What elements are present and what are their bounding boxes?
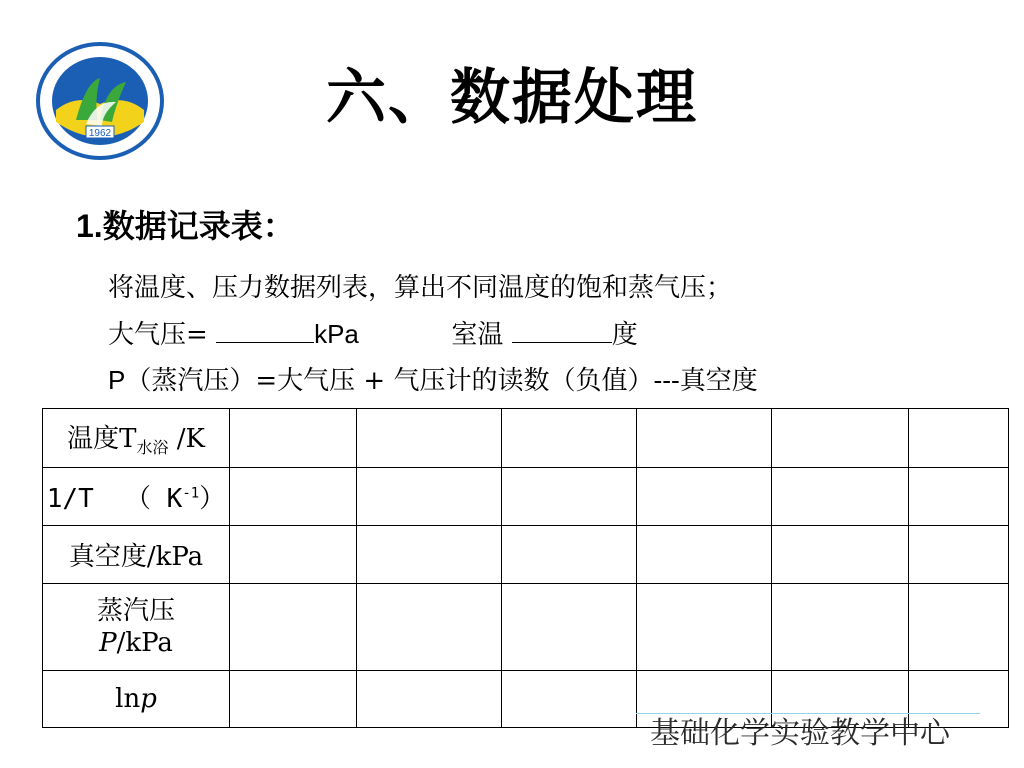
table-cell[interactable] [772,584,909,671]
table-cell[interactable] [230,468,357,526]
table-cell[interactable] [637,584,772,671]
row-header-lnp: lnp [43,671,230,728]
table-row [43,526,1009,584]
table-cell[interactable] [230,584,357,671]
table-cell[interactable] [357,584,502,671]
table-cell[interactable] [230,671,357,728]
instruction-line-3 [108,362,758,399]
table-cell[interactable] [637,526,772,584]
instruction-line-1: 将温度、压力数据列表，算出不同温度的饱和蒸气压； [108,273,733,303]
table-cell[interactable] [502,671,637,728]
table-cell[interactable] [357,409,502,468]
table-cell[interactable] [909,468,1009,526]
section-heading-text: 数据记录表： [102,207,295,245]
room-label: 室温 [451,320,504,350]
table-row [43,409,1009,468]
section-number: 1. [76,208,103,244]
room-unit: 度 [611,320,638,350]
formula-p: P [108,365,126,395]
table-cell[interactable] [357,526,502,584]
table-cell[interactable] [230,409,357,468]
footer-text: 基础化学实验教学中心 [650,716,950,751]
table-cell[interactable] [637,409,772,468]
formula-rest: （蒸汽压）=大气压 + 气压计的读数（负值）---真空度 [125,366,758,396]
table-cell[interactable] [909,409,1009,468]
table-cell[interactable] [502,409,637,468]
atm-label: 大气压= [108,320,208,350]
page-title: 六、数据处理 [326,63,698,133]
table-cell[interactable] [772,526,909,584]
table-cell[interactable] [357,671,502,728]
section-heading [76,204,295,248]
table-cell[interactable] [502,584,637,671]
table-cell[interactable] [909,584,1009,671]
data-table [42,408,1009,728]
table-cell[interactable] [637,468,772,526]
table-cell[interactable] [909,526,1009,584]
logo-year: 1962 [88,128,112,139]
table-cell[interactable] [230,526,357,584]
instruction-line-2 [108,316,638,353]
table-row [43,468,1009,526]
atm-blank [216,316,314,343]
room-blank [512,316,612,343]
row-header-temperature: 温度$T_{水浴}$ /K [43,409,230,468]
table-cell[interactable] [502,468,637,526]
table-cell[interactable] [772,409,909,468]
table-cell[interactable] [357,468,502,526]
table-cell[interactable] [502,526,637,584]
row-header-vapor-pressure: 蒸汽压 P/kPa [43,584,230,671]
row-header-inverse-temperature: 1/T （ $K^{-1}$） [43,468,230,526]
table-row [43,584,1009,671]
table-cell[interactable] [772,468,909,526]
row-header-vacuum: 真空度/kPa [43,526,230,584]
atm-unit: kPa [314,319,359,349]
